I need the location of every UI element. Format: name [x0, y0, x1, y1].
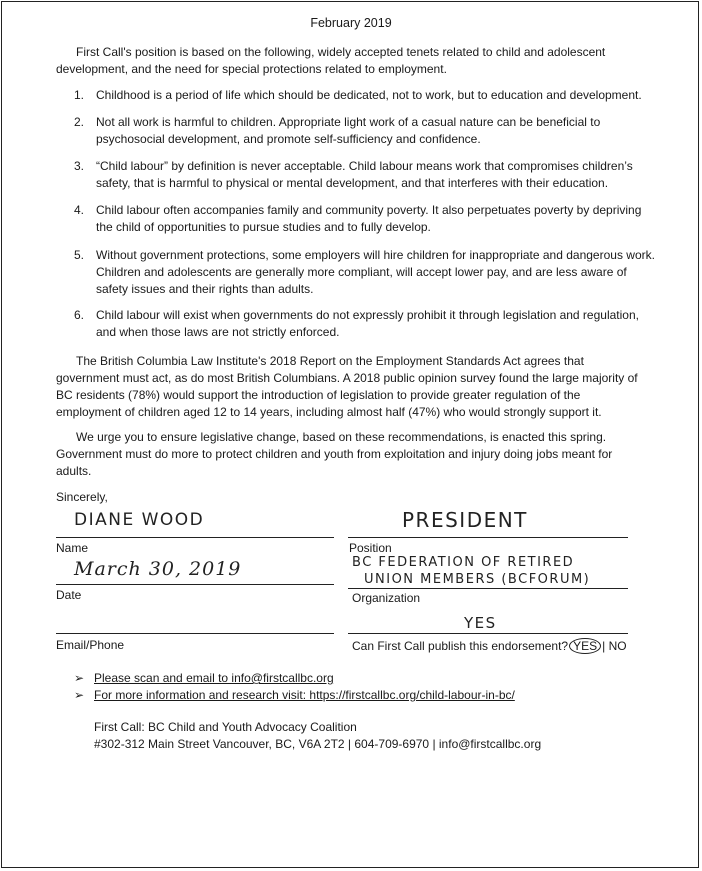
position-handwritten: PRESIDENT — [402, 508, 528, 532]
document-date: February 2019 — [310, 16, 392, 30]
date-label: Date — [56, 588, 82, 602]
scan-email-link[interactable]: Please scan and email to info@firstcallbc.org — [94, 671, 334, 685]
name-line — [56, 537, 334, 538]
arrow-bullet-icon: ➢ — [74, 688, 85, 702]
bcli-paragraph: The British Columbia Law Institute's 2018 Report on the Employment Standards Act agrees that government must act, as do most British Columbians. A 2018 public opinion survey found the large majority of BC residents (78%) would support the introduction of legislation to provide greater regulation of the employment of children aged 12 to 14 years, including almost half (47%) who would strongly support it. — [56, 354, 638, 419]
date-handwritten: March 30, 2019 — [74, 558, 242, 580]
organization-line — [348, 588, 628, 589]
organization-label: Organization — [352, 591, 421, 605]
publish-yes-circled: YES — [569, 638, 601, 654]
org-handwritten-line2: UNION MEMBERS (BCFORUM) — [364, 572, 591, 587]
tenet-text: Without government protections, some employers will hire children for inappropriate and dangerous work. Children and adolescents are generally more compliant, will accept lower pay, and are less aware of safety issues and their rights than adults. — [96, 248, 655, 296]
document-page — [1, 1, 699, 868]
urge-paragraph: We urge you to ensure legislative change, based on these recommendations, is enacted this spring. Government must do more to protect children and youth from exploitation and injury doing jobs meant for adults. — [56, 430, 613, 478]
tenet-number: 6. — [74, 308, 85, 322]
position-label: Position — [349, 541, 392, 555]
publish-line — [348, 633, 628, 634]
tenet-text: Child labour will exist when governments do not expressly prohibit it through legislation and regulation, and when those laws are not strictly enforced. — [96, 308, 639, 339]
tenet-text: Childhood is a period of life which should be dedicated, not to work, but to education and development. — [96, 88, 642, 102]
more-info-link[interactable]: For more information and research visit: https://firstcallbc.org/child-labour-in-bc/ — [94, 688, 515, 702]
publish-label: Can First Call publish this endorsement? — [352, 639, 569, 653]
org-handwritten-line1: BC FEDERATION OF RETIRED — [352, 555, 575, 570]
tenet-number: 2. — [74, 115, 85, 129]
footer-address: #302-312 Main Street Vancouver, BC, V6A 2T2 | 604-709-6970 | info@firstcallbc.org — [94, 737, 542, 751]
name-handwritten: DIANE WOOD — [74, 510, 205, 530]
name-label: Name — [56, 541, 89, 555]
publish-separator: | — [602, 639, 606, 653]
intro-paragraph: First Call's position is based on the following, widely accepted tenets related to child and adolescent development, and the need for special protections related to employment. — [56, 45, 606, 76]
position-line — [348, 537, 628, 538]
email-label: Email/Phone — [56, 638, 125, 652]
tenet-text: “Child labour” by definition is never acceptable. Child labour means work that compromises children’s safety, that is harmful to physical or mental development, and that interferes with their education. — [96, 159, 633, 190]
tenet-number: 5. — [74, 248, 85, 262]
sincerely-text: Sincerely, — [56, 490, 108, 504]
email-line — [56, 633, 334, 634]
tenet-number: 3. — [74, 159, 85, 173]
arrow-bullet-icon: ➢ — [74, 671, 85, 685]
footer-org: First Call: BC Child and Youth Advocacy Coalition — [94, 720, 357, 734]
tenet-text: Not all work is harmful to children. Appropriate light work of a casual nature can be beneficial to psychosocial development, and promote self-sufficiency and confidence. — [96, 115, 601, 146]
publish-handwritten: YES — [464, 614, 497, 632]
tenet-number: 4. — [74, 203, 85, 217]
tenet-text: Child labour often accompanies family and community poverty. It also perpetuates poverty by depriving the child of opportunities to pursue studies and to fully develop. — [96, 203, 642, 234]
date-line — [56, 584, 334, 585]
publish-question — [352, 638, 627, 654]
tenet-number: 1. — [74, 88, 85, 102]
publish-no: NO — [608, 639, 627, 653]
